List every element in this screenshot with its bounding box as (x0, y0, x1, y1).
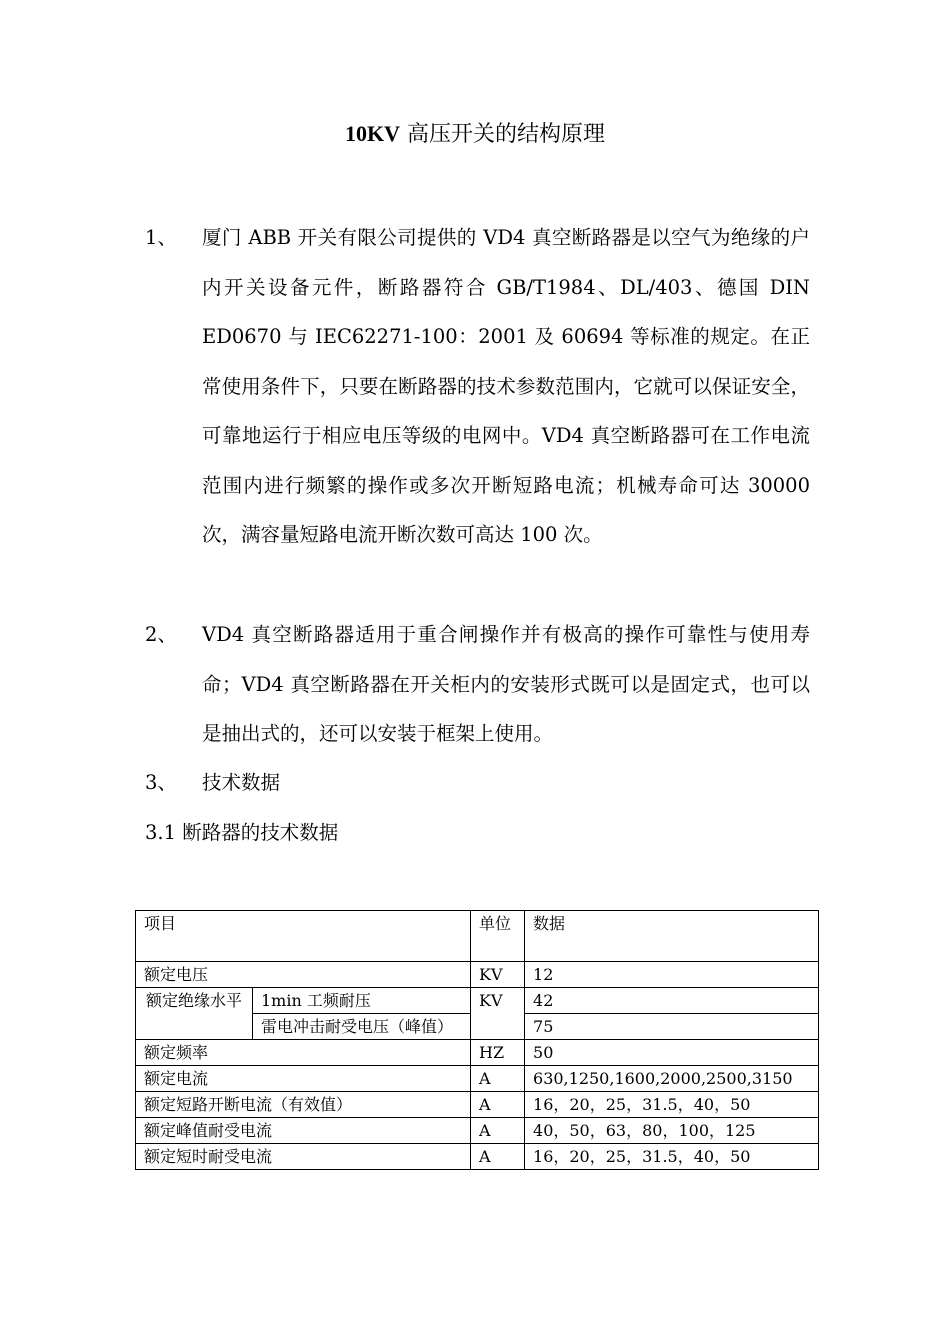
table-row: 额定频率 HZ 50 (136, 1040, 819, 1066)
section-2-text: VD4 真空断路器适用于重合闸操作并有极高的操作可靠性与使用寿命；VD4 真空断路器在开关柜内的安装形式既可以是固定式，也可以是抽出式的，还可以安装于框架上使用。 (202, 623, 810, 745)
document-title (0, 118, 950, 151)
section-2 (145, 610, 810, 759)
section-3 (145, 758, 810, 808)
title-text: 高压开关的结构原理 (400, 122, 605, 147)
section-2-number: 2、 (145, 623, 177, 646)
section-3-number: 3、 (145, 771, 177, 794)
table-row: 额定峰值耐受电流 A 40，50，63，80，100，125 (136, 1118, 819, 1144)
header-data: 数据 (525, 911, 819, 962)
subheading: 3.1 断路器的技术数据 (145, 821, 339, 844)
section-1 (145, 213, 810, 560)
title-bold: 10KV (345, 121, 400, 146)
table-row: 雷电冲击耐受电压（峰值） 75 (136, 1014, 819, 1040)
header-item: 项目 (136, 911, 471, 962)
header-unit: 单位 (471, 911, 525, 962)
table-row: 额定电压 KV 12 (136, 962, 819, 988)
table-header-row (136, 911, 819, 962)
section-3-text: 技术数据 (202, 771, 281, 794)
insulation-label: 额定绝缘水平 (136, 988, 253, 1040)
section-1-number: 1、 (145, 226, 177, 249)
table-row: 额定电流 A 630,1250,1600,2000,2500,3150 (136, 1066, 819, 1092)
table-row: 额定绝缘水平 1min 工频耐压 KV 42 (136, 988, 819, 1014)
table-row: 额定短路开断电流（有效值） A 16，20，25，31.5，40，50 (136, 1092, 819, 1118)
spec-table (135, 910, 819, 1170)
insulation-unit: KV (471, 988, 525, 1040)
section-1-text: 厦门 ABB 开关有限公司提供的 VD4 真空断路器是以空气为绝缘的户内开关设备元件，断路器符合 GB/T1984、DL/403、德国 DIN ED0670 与 IEC62271-100：2001 及 60694 等标准的规定。在正常使用条件下，只要在断路器的技术参数范围内，它就可以保证安全，可靠地运行于相应电压等级的电网中。VD4 真空断路器可在工作电流范围内进行频繁的操作或多次开断短路电流；机械寿命可达 30000 次，满容量短路电流开断次数可高达 100 次。 (202, 226, 810, 546)
table-row: 额定短时耐受电流 A 16，20，25，31.5，40，50 (136, 1144, 819, 1170)
